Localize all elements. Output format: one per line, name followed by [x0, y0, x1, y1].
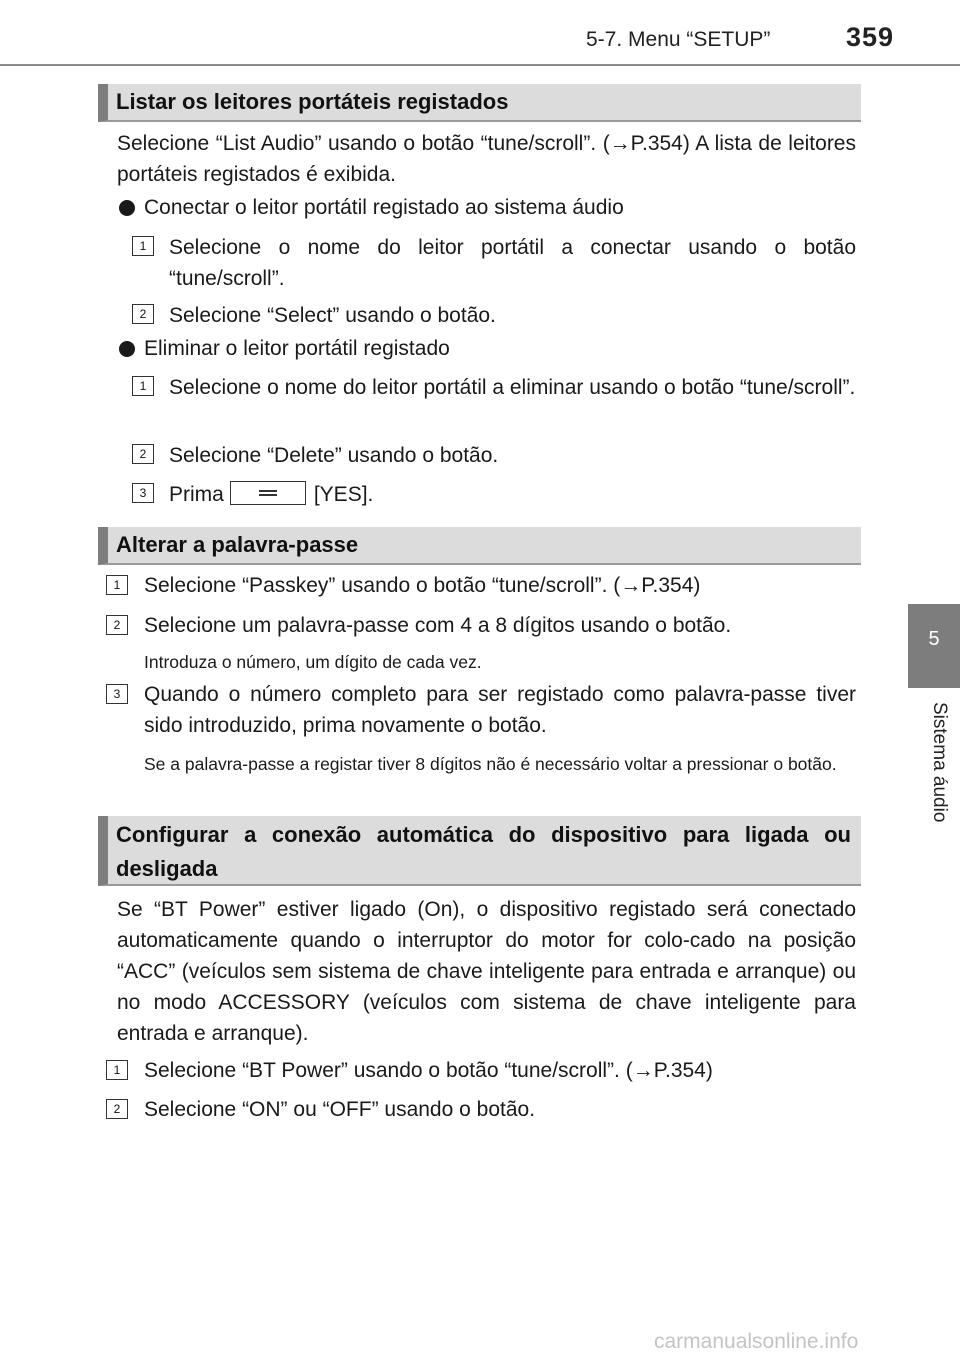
delete-step-3-prefix: Prima: [169, 483, 224, 506]
passkey-step-2-note: Introduza o número, um dígito de cada vez.: [144, 652, 482, 672]
delete-step-2: Selecione “Delete” usando o botão.: [169, 444, 499, 467]
step-number-box: 3: [106, 684, 128, 704]
section-heading-text: Listar os leitores portáteis registados: [116, 89, 509, 114]
section-heading-autoconnect: [98, 816, 861, 886]
passkey-step-2: Selecione um palavra-passe com 4 a 8 dígitos usando o botão.: [144, 614, 732, 637]
connect-step-2: Selecione “Select” usando o botão.: [169, 304, 496, 327]
step-number-box: 1: [106, 1060, 128, 1080]
passkey-step-3: Quando o número completo para ser registado como palavra-passe tiver sido introduzido, prima novamente o botão.: [144, 683, 856, 737]
chapter-tab: [908, 604, 960, 688]
bullet-delete: Eliminar o leitor portátil registado: [144, 337, 450, 360]
header-divider: [0, 64, 960, 66]
delete-step-3-suffix: [YES].: [313, 483, 374, 506]
step-number-box: 1: [106, 575, 128, 595]
delete-step-1: Selecione o nome do leitor portátil a eliminar usando o botão “tune/scroll”.: [169, 376, 856, 399]
passkey-step-3-note: Se a palavra-passe a registar tiver 8 dígitos não é necessário voltar a pressionar o botão.: [144, 754, 837, 774]
step-number-box: 2: [132, 304, 154, 324]
section-heading-passkey: [98, 527, 861, 565]
autoconnect-step-1: Selecione “BT Power” usando o botão “tune/scroll”. (→P.354): [144, 1059, 713, 1082]
step-number-box: 1: [132, 376, 154, 396]
step-number-box: 2: [132, 444, 154, 464]
passkey-step-1: Selecione “Passkey” usando o botão “tune/scroll”. (→P.354): [144, 574, 701, 597]
autoconnect-step-2: Selecione “ON” ou “OFF” usando o botão.: [144, 1098, 536, 1121]
equal-button-icon: [230, 481, 306, 505]
listar-intro: Selecione “List Audio” usando o botão “tune/scroll”. (→P.354) A lista de leitores portáteis registados é exibida.: [117, 132, 856, 186]
bullet-icon: [119, 200, 135, 216]
connect-step-1: Selecione o nome do leitor portátil a conectar usando o botão “tune/scroll”.: [169, 236, 856, 290]
chapter-label: Sistema áudio: [929, 702, 950, 823]
bullet-connect: Conectar o leitor portátil registado ao sistema áudio: [144, 196, 624, 219]
header-section-title: 5-7. Menu “SETUP”: [586, 28, 771, 51]
chapter-number: 5: [928, 628, 940, 650]
section-heading-listar: [98, 84, 861, 122]
section-heading-text: Alterar a palavra-passe: [116, 532, 359, 557]
page-number: 359: [846, 22, 895, 52]
bullet-icon: [119, 341, 135, 357]
step-number-box: 1: [132, 236, 154, 256]
section-heading-text: Configurar a conexão automática do dispositivo para ligada ou desligada: [116, 822, 851, 881]
step-number-box: 2: [106, 1099, 128, 1119]
delete-step-3: [169, 479, 856, 510]
step-number-box: 2: [106, 615, 128, 635]
watermark: carmanualsonline.info: [654, 1330, 859, 1353]
step-number-box: 3: [132, 483, 154, 503]
autoconnect-intro: Se “BT Power” estiver ligado (On), o dispositivo registado será conectado automaticamente quando o interruptor do motor for colo-cado na posição “ACC” (veículos sem sistema de chave inteligente para entrada e arranque) ou no modo ACCESSORY (veículos com sistema de chave inteligente para entrada e arranque).: [117, 898, 856, 1045]
